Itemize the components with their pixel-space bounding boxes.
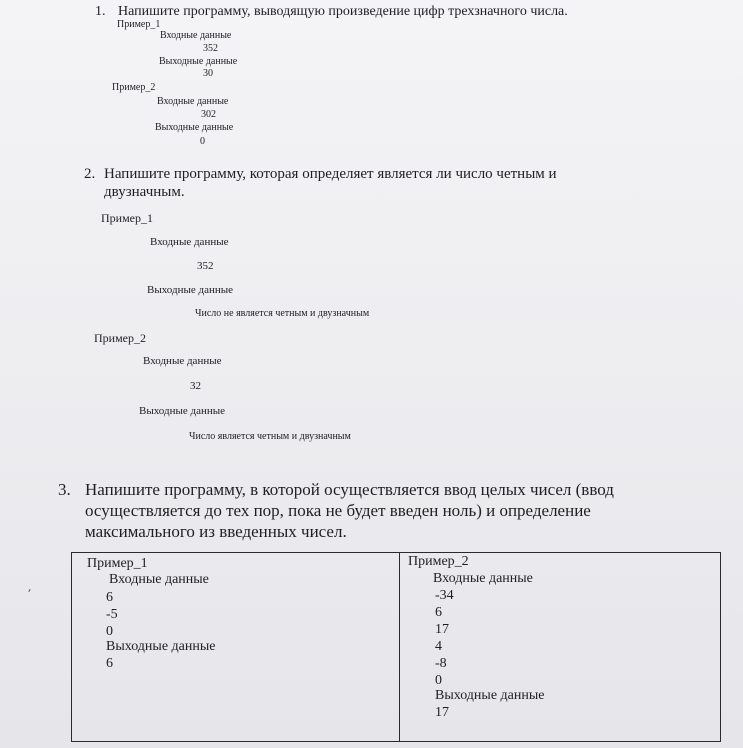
q3-example2-label: Пример_2 bbox=[408, 554, 469, 569]
q3-example1-input-3: 0 bbox=[106, 624, 113, 639]
q3-title-line1: Напишите программу, в которой осуществляется ввод целых чисел (ввод bbox=[85, 480, 614, 499]
q3-title-line2: осуществляется до тех пор, пока не будет введен ноль) и определение bbox=[85, 501, 591, 520]
q2-example1-output-label: Выходные данные bbox=[147, 284, 234, 296]
q3-number: 3. bbox=[58, 480, 71, 499]
q2-example1-input-value: 352 bbox=[197, 260, 214, 272]
q3-example2-input-label: Входные данные bbox=[433, 571, 533, 586]
q2-example1-label: Пример_1 bbox=[101, 211, 154, 225]
q3-example2-output-value: 17 bbox=[435, 705, 449, 720]
examples-table bbox=[71, 552, 721, 742]
q1-number: 1. bbox=[95, 4, 106, 19]
q3-example1-label: Пример_1 bbox=[87, 556, 148, 571]
q1-title: Напишите программу, выводящую произведение цифр трехзначного числа. bbox=[118, 4, 568, 19]
q1-example1-input-label: Входные данные bbox=[160, 30, 232, 41]
q1-example1-input-value: 352 bbox=[203, 43, 218, 54]
q3-example1-input-1: 6 bbox=[106, 590, 113, 605]
q3-example2-input-2: 6 bbox=[435, 605, 442, 620]
q1-example2-label: Пример_2 bbox=[112, 82, 156, 93]
q1-example1-label: Пример_1 bbox=[117, 19, 161, 30]
q2-example2-label: Пример_2 bbox=[94, 331, 147, 345]
q3-example1-input-label: Входные данные bbox=[109, 572, 209, 587]
q3-example1-input-2: -5 bbox=[106, 607, 118, 622]
q1-example2-input-value: 302 bbox=[201, 109, 216, 120]
q2-example1-output-value: Число не является четным и двузначным bbox=[195, 308, 370, 319]
q2-example2-input-value: 32 bbox=[190, 380, 201, 392]
q2-example2-output-value: Число является четным и двузначным bbox=[189, 431, 351, 442]
q2-example2-input-label: Входные данные bbox=[143, 355, 222, 367]
q3-example1-output-label: Выходные данные bbox=[106, 639, 216, 654]
q1-example1-output-label: Выходные данные bbox=[159, 56, 238, 67]
q2-example2-output-label: Выходные данные bbox=[139, 405, 226, 417]
q3-example2-output-label: Выходные данные bbox=[435, 688, 545, 703]
q2-example1-input-label: Входные данные bbox=[150, 236, 229, 248]
q2-number: 2. bbox=[84, 166, 96, 182]
pen-mark bbox=[28, 589, 30, 592]
q1-example1-output-value: 30 bbox=[203, 68, 213, 79]
q3-title-line3: максимального из введенных чисел. bbox=[85, 522, 347, 541]
q2-title-line1: Напишите программу, которая определяет является ли число четным и bbox=[104, 166, 557, 182]
q3-example2-input-6: 0 bbox=[435, 673, 442, 688]
q1-example2-output-value: 0 bbox=[200, 136, 205, 147]
q3-example2-input-1: -34 bbox=[435, 588, 454, 603]
q3-example2-input-5: -8 bbox=[435, 656, 447, 671]
q3-example2-input-4: 4 bbox=[435, 639, 442, 654]
q1-example2-input-label: Входные данные bbox=[157, 96, 229, 107]
q3-example1-output-value: 6 bbox=[106, 656, 113, 671]
q3-example2-input-3: 17 bbox=[435, 622, 449, 637]
table-divider bbox=[399, 553, 400, 741]
q1-example2-output-label: Выходные данные bbox=[155, 122, 234, 133]
q2-title-line2: двузначным. bbox=[104, 184, 185, 200]
